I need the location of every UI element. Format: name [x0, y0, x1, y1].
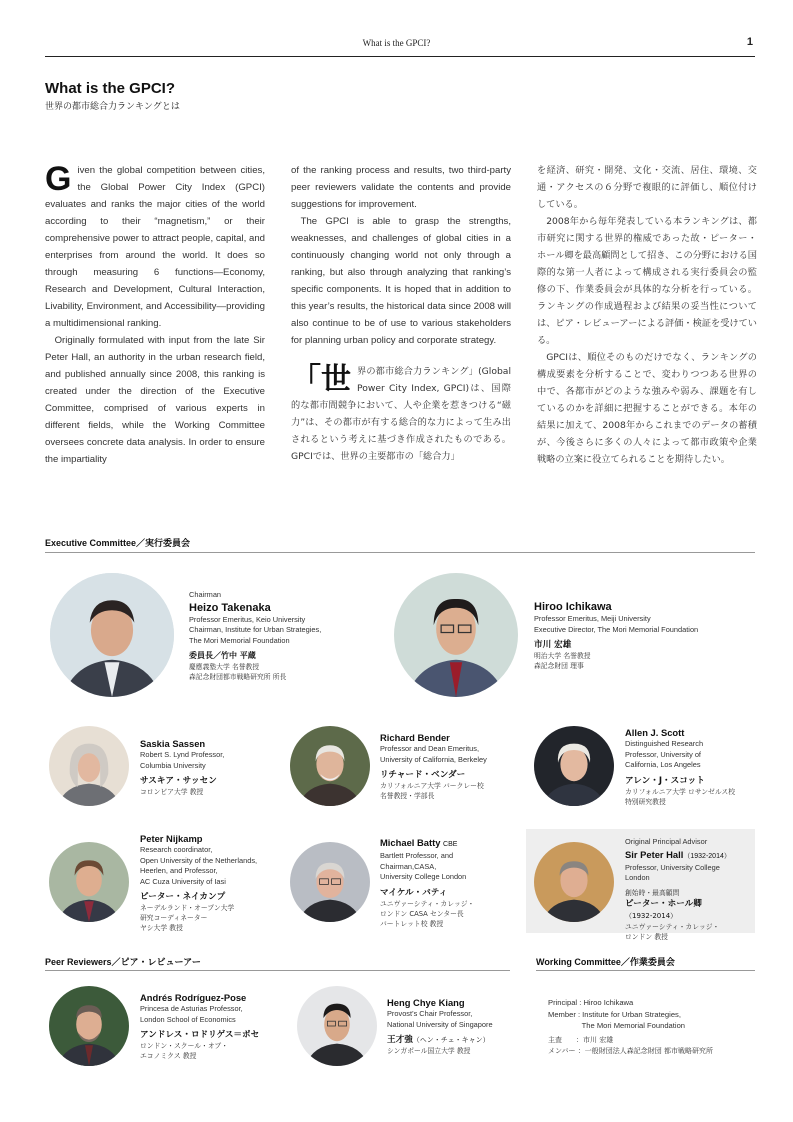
- member-sassen: [140, 737, 270, 797]
- member-name-jp: マイケル・バティ: [380, 887, 448, 898]
- header-rule: [45, 56, 755, 57]
- running-title: What is the GPCI?: [362, 38, 431, 48]
- portrait-photo-scott: [534, 726, 614, 806]
- member-affiliation: Professor, University College London: [625, 862, 720, 882]
- member-name: Andrés Rodríguez-Pose: [140, 992, 247, 1003]
- section-rule: [536, 970, 755, 971]
- member-affiliation-jp: シンガポール国立大学 教授: [387, 1047, 471, 1055]
- member-affiliation-jp: ロンドン・スクール・オブ・ エコノミクス 教授: [140, 1042, 229, 1060]
- portrait-photo-bender: [290, 726, 370, 806]
- paragraph-jp: を経済、研究・開発、文化・交流、居住、環境、交通・アクセスの６分野で複眼的に評価し、順位付けしている。: [537, 165, 757, 210]
- member-affiliation: Distinguished Research Professor, University of California, Los Angeles: [625, 739, 704, 769]
- body-column-3: [537, 162, 757, 468]
- member-role-jp: 創始時・最高顧問: [625, 888, 680, 897]
- member-ichikawa: [534, 600, 749, 671]
- page-title: What is the GPCI?: [45, 80, 176, 97]
- member-affiliation: Bartlett Professor, and Chairman,CASA, University College London: [380, 851, 467, 881]
- portrait-photo-rodriguez-pose: [49, 986, 129, 1066]
- member-name-jp: リチャード・ベンダー: [380, 770, 466, 780]
- portrait-photo-hall: [534, 842, 614, 922]
- member-affiliation: Robert S. Lynd Professor, Columbia University: [140, 750, 225, 770]
- member-years: （1932-2014）: [683, 852, 731, 860]
- member-name-jp: 王才強: [387, 1035, 413, 1045]
- peer-reviewers-heading: Peer Reviewers／ピア・レビューアー: [45, 957, 201, 967]
- portrait-photo-sassen: [49, 726, 129, 806]
- member-role: Chairman: [189, 590, 222, 599]
- member-affiliation-jp: コロンビア大学 教授: [140, 788, 204, 796]
- body-column-1: [45, 162, 265, 468]
- member-role-jp: 委員長／: [189, 651, 221, 660]
- member-affiliation: Professor Emeritus, Meiji University Executive Director, The Mori Memorial Foundation: [534, 614, 699, 634]
- member-batty: [380, 836, 520, 929]
- portrait-photo-takenaka: [50, 573, 174, 697]
- member-hall: [625, 837, 753, 942]
- portrait-photo-batty: [290, 842, 370, 922]
- paragraph: iven the global competition between cities, the Global Power City Index (GPCI) evaluates and ranks the major cities of the world according to their “magnetism,” or their comprehensive power to attract people, capital, and enterprises from around the world. It does so through measuring 6 functions—Economy, Research and Development, Cultural Interaction, Livability, Environment, and Accessibility—providing a multidimensional ranking.: [45, 165, 265, 329]
- member-name-jp: アレン・J・スコット: [625, 775, 705, 786]
- member-name: Heizo Takenaka: [189, 601, 271, 614]
- section-rule: [45, 552, 755, 553]
- paragraph-jp: 界の都市総合力ランキング」(Global Power City Index, GPCI)は、国際的な都市間競争において、人や企業を惹きつける“磁力”は、その都市が有する総合的な力によって生み出されるという考えに基づき作成されたものである。GPCIでは、世界の主要都市の「総合力」: [291, 366, 511, 462]
- member-takenaka: [189, 590, 369, 682]
- member-name-reading: （ヘン・チェ・キャン）: [412, 1036, 490, 1044]
- member-name-jp: ピーター・ネイカンプ: [140, 892, 226, 902]
- member-name: Peter Nijkamp: [140, 833, 203, 844]
- member-affiliation: Princesa de Asturias Professor, London School of Economics: [140, 1004, 243, 1024]
- member-affiliation-jp: ネーデルランド・オープン大学 研究コーディネーター ヤシ大学 教授: [140, 904, 235, 932]
- member-name: Heng Chye Kiang: [387, 997, 465, 1008]
- paragraph: The GPCI is able to grasp the strengths, weaknesses, and challenges of global cities in a continuously changing world not only through a ranking, but also through analyzing that ranking’s specific components. It is hoped that in addition to this year’s results, the historical data since 2008 will also continue to be of use to various stakeholders for planning urban policy and corporate strategy.: [291, 216, 511, 346]
- drop-cap-jp: 「世: [291, 362, 351, 397]
- portrait-photo-nijkamp: [49, 842, 129, 922]
- member-scott: [625, 726, 755, 807]
- member-affiliation-jp: ユニヴァーシティ・カレッジ・ ロンドン 教授: [625, 922, 720, 941]
- member-name-jp: 竹中 平蔵: [221, 651, 256, 660]
- member-name: Allen J. Scott: [625, 727, 685, 738]
- member-role: Original Principal Advisor: [625, 837, 708, 846]
- member-name: Saskia Sassen: [140, 738, 206, 749]
- body-column-2: [291, 162, 511, 465]
- member-honor: CBE: [443, 841, 458, 848]
- paragraph: of the ranking process and results, two third-party peer reviewers validate the contents and provide suggestions for improvement.: [291, 165, 511, 210]
- member-rodriguez-pose: [140, 991, 280, 1061]
- portrait-photo-ichikawa: [394, 573, 518, 697]
- portrait-photo-heng: [297, 986, 377, 1066]
- member-affiliation-jp: カリフォルニア大学 バークレー校 名誉教授・学部長: [380, 782, 484, 800]
- member-name-jp: サスキア・サッセン: [140, 776, 217, 786]
- member-name-jp: ピーター・ホール卿: [625, 898, 702, 909]
- member-heng: [387, 996, 517, 1056]
- member-name-jp: アンドレス・ロドリゲス＝ポセ: [140, 1030, 260, 1040]
- section-rule: [45, 970, 510, 971]
- member-affiliation: Professor Emeritus, Keio University Chairman, Institute for Urban Strategies, The Mori Memorial Foundation: [189, 614, 322, 645]
- paragraph-jp: 2008年から毎年発表している本ランキングは、都市研究に関する世界的権威であった故・ピーター・ホール卿を最高顧問として招き、この分野における国際的な第一人者によって構成される実行委員会の監修の下、作業委員会が具体的な分析を行っている。ランキングの作成過程および結果の妥当性については、ピア・レビューアーによる評価・検証を受けている。: [537, 216, 757, 346]
- paragraph: Originally formulated with input from the late Sir Peter Hall, an authority in the urban research field, and published annually since 2008, this ranking is created under the direction of the Executive Committee, comprised of various experts in different fields, while the Working Committee oversees concrete data analysis. In order to ensure the impartiality: [45, 335, 265, 465]
- paragraph-jp: GPCIは、順位そのものだけでなく、ランキングの構成要素を分析することで、変わりつつある世界の中で、各都市がどのような強みや弱み、課題を有しているのかを詳細に把握することができる。本年の結果に加えて、2008年からこれまでのデータの蓄積が、今後さらに多くの人々によって都市政策や企業戦略の立案に役立てられることを期待したい。: [537, 352, 757, 465]
- member-affiliation-jp: 明治大学 名誉教授 森記念財団 理事: [534, 652, 591, 670]
- member-bender: [380, 731, 520, 801]
- executive-committee-heading: Executive Committee／実行委員会: [45, 538, 191, 548]
- drop-cap: G: [45, 160, 72, 198]
- member-affiliation: Provost’s Chair Professor, National University of Singapore: [387, 1009, 493, 1029]
- member-affiliation-jp: 慶應義塾大学 名誉教授 森記念財団都市戦略研究所 所長: [189, 663, 287, 681]
- member-affiliation: Research coordinator, Open University of the Netherlands, Heerlen, and Professor, AC Cuza University of Iasi: [140, 845, 258, 886]
- member-affiliation: Professor and Dean Emeritus, University of California, Berkeley: [380, 744, 487, 764]
- member-nijkamp: [140, 832, 280, 933]
- member-name: Michael Batty: [380, 837, 441, 848]
- member-name: Sir Peter Hall: [625, 848, 684, 860]
- page-number: 1: [746, 36, 753, 48]
- member-affiliation-jp: ユニヴァーシティ・カレッジ・ ロンドン CASA センター長 バートレット校 教授: [380, 899, 475, 928]
- page-subtitle-jp: 世界の都市総合力ランキングとは: [45, 101, 180, 111]
- member-name: Hiroo Ichikawa: [534, 601, 612, 613]
- working-committee-members-jp: 主査 ：市川 宏雄 メンバー ：一般財団法人森記念財団 都市戦略研究所: [548, 1036, 713, 1055]
- member-years-jp: （1932-2014）: [625, 911, 678, 920]
- member-affiliation-jp: カリフォルニア大学 ロサンゼルス校 特別研究教授: [625, 787, 736, 806]
- member-name: Richard Bender: [380, 732, 450, 743]
- working-committee-heading: Working Committee／作業委員会: [536, 957, 675, 967]
- working-committee-members: Principal : Hiroo Ichikawa Member : Institute for Urban Strategies, The Mori Memorial Foundation: [548, 998, 686, 1030]
- member-name-jp: 市川 宏雄: [534, 640, 572, 650]
